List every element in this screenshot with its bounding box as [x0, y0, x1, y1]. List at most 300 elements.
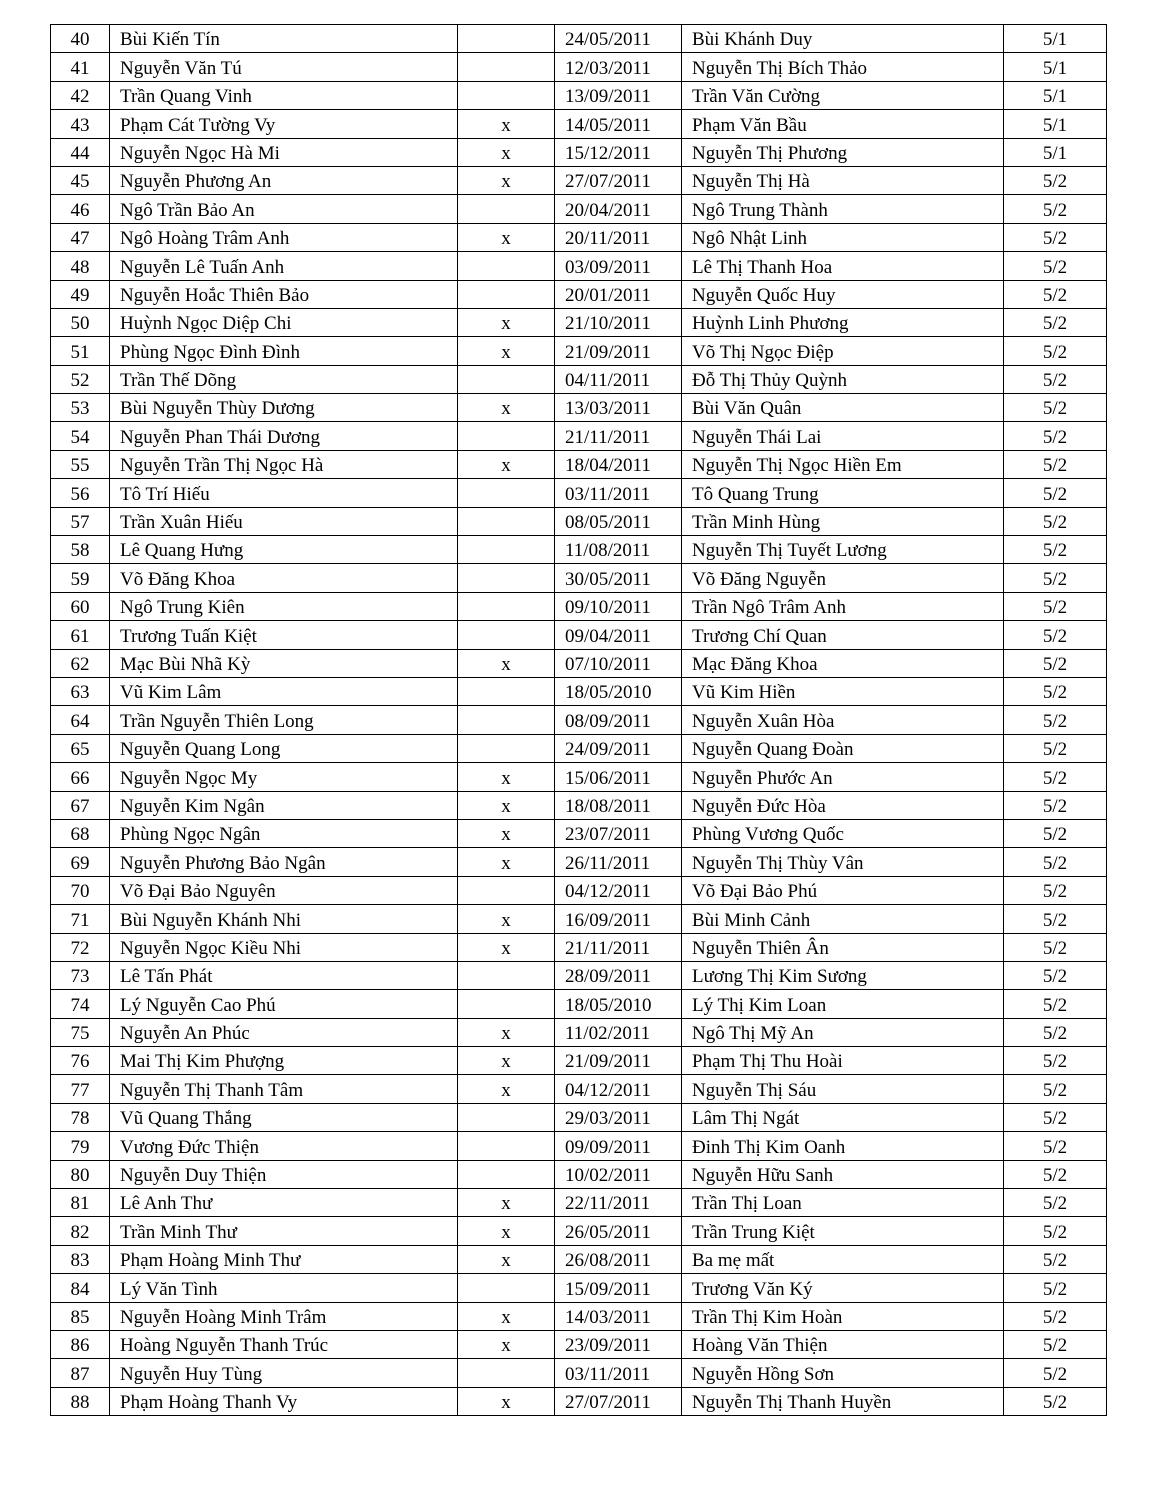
female-mark-cell [458, 138, 555, 166]
female-mark-cell [458, 450, 555, 478]
student-name-cell [110, 166, 458, 194]
date-of-birth-cell [555, 763, 682, 791]
class-name-cell [1004, 450, 1107, 478]
parent-name-cell [682, 337, 1004, 365]
student-name-cell [110, 1018, 458, 1046]
student-name-cell [110, 365, 458, 393]
female-mark-cell [458, 1302, 555, 1330]
class-name-cell [1004, 1217, 1107, 1245]
class-name-cell [1004, 1274, 1107, 1302]
student-name: Nguyễn Phương Bảo Ngân [120, 852, 326, 874]
class-name-cell [1004, 138, 1107, 166]
female-mark: x [501, 455, 511, 477]
parent-name: Nguyễn Thị Ngọc Hiền Em [692, 455, 902, 477]
student-name: Nguyễn Văn Tú [120, 57, 242, 79]
parent-name-cell [682, 848, 1004, 876]
date-of-birth: 27/07/2011 [565, 1392, 651, 1414]
parent-name-cell [682, 763, 1004, 791]
table-row [51, 138, 1107, 166]
row-number-cell [51, 1132, 110, 1160]
parent-name: Nguyễn Thị Thanh Huyền [692, 1392, 892, 1414]
class-name-cell [1004, 365, 1107, 393]
date-of-birth: 03/11/2011 [565, 1363, 651, 1385]
date-of-birth: 03/11/2011 [565, 483, 651, 505]
date-of-birth-cell [555, 1359, 682, 1387]
date-of-birth-cell [555, 1387, 682, 1415]
female-mark-cell [458, 1274, 555, 1302]
parent-name: Nguyễn Thị Phương [692, 142, 848, 164]
female-mark-cell [458, 933, 555, 961]
date-of-birth-cell [555, 706, 682, 734]
class-name-cell [1004, 961, 1107, 989]
female-mark-cell [458, 1359, 555, 1387]
date-of-birth: 08/05/2011 [565, 512, 651, 534]
table-row [51, 1330, 1107, 1358]
female-mark: x [501, 1221, 511, 1243]
table-row [51, 961, 1107, 989]
female-mark-cell [458, 819, 555, 847]
female-mark-cell [458, 53, 555, 81]
student-name: Phùng Ngọc Đình Đình [120, 341, 300, 363]
row-number-cell [51, 1330, 110, 1358]
table-row [51, 252, 1107, 280]
row-number: 43 [70, 114, 90, 136]
female-mark: x [501, 795, 511, 817]
class-name: 5/2 [1042, 909, 1068, 931]
table-row [51, 365, 1107, 393]
student-name: Bùi Nguyễn Thùy Dương [120, 398, 315, 420]
table-row [51, 706, 1107, 734]
student-name: Nguyễn Quang Long [120, 739, 281, 761]
date-of-birth: 29/03/2011 [565, 1108, 651, 1130]
class-name: 5/1 [1042, 57, 1068, 79]
parent-name-cell [682, 1132, 1004, 1160]
row-number: 81 [70, 1193, 90, 1215]
class-name: 5/2 [1042, 171, 1068, 193]
student-name: Ngô Trần Bảo An [120, 199, 255, 221]
parent-name-cell [682, 479, 1004, 507]
student-name: Lê Tấn Phát [120, 966, 213, 988]
student-name: Huỳnh Ngọc Diệp Chi [120, 313, 292, 335]
table-row [51, 1359, 1107, 1387]
date-of-birth: 18/05/2010 [565, 994, 652, 1016]
class-name: 5/2 [1042, 483, 1068, 505]
parent-name-cell [682, 791, 1004, 819]
class-name: 5/2 [1042, 1051, 1068, 1073]
parent-name: Nguyễn Hữu Sanh [692, 1165, 834, 1187]
class-name-cell [1004, 479, 1107, 507]
row-number-cell [51, 25, 110, 53]
class-name: 5/2 [1042, 1250, 1068, 1272]
parent-name: Trần Thị Loan [692, 1193, 802, 1215]
date-of-birth: 09/09/2011 [565, 1136, 651, 1158]
student-name: Trần Minh Thư [120, 1221, 237, 1243]
table-row [51, 166, 1107, 194]
student-name-cell [110, 706, 458, 734]
student-name: Vũ Quang Thắng [120, 1108, 252, 1130]
female-mark-cell [458, 1047, 555, 1075]
table-row [51, 564, 1107, 592]
parent-name: Hoàng Văn Thiện [692, 1335, 828, 1357]
table-row [51, 25, 1107, 53]
date-of-birth: 13/09/2011 [565, 86, 651, 108]
student-name: Võ Đại Bảo Nguyên [120, 881, 276, 903]
class-name-cell [1004, 706, 1107, 734]
student-name-cell [110, 308, 458, 336]
student-name-cell [110, 81, 458, 109]
class-name: 5/2 [1042, 1165, 1068, 1187]
student-name-cell [110, 280, 458, 308]
row-number-cell [51, 990, 110, 1018]
class-name: 5/2 [1042, 852, 1068, 874]
row-number-cell [51, 138, 110, 166]
date-of-birth-cell [555, 1075, 682, 1103]
parent-name: Nguyễn Quang Đoàn [692, 739, 854, 761]
class-name-cell [1004, 337, 1107, 365]
student-name-cell [110, 53, 458, 81]
table-row [51, 791, 1107, 819]
date-of-birth: 21/09/2011 [565, 341, 651, 363]
date-of-birth-cell [555, 223, 682, 251]
parent-name: Nguyễn Thái Lai [692, 426, 822, 448]
student-name-cell [110, 1103, 458, 1131]
class-name: 5/1 [1042, 114, 1068, 136]
class-name-cell [1004, 507, 1107, 535]
row-number-cell [51, 280, 110, 308]
date-of-birth-cell [555, 1047, 682, 1075]
female-mark: x [501, 341, 511, 363]
student-name-cell [110, 990, 458, 1018]
student-name: Ngô Trung Kiên [120, 597, 245, 619]
row-number: 79 [70, 1136, 90, 1158]
date-of-birth-cell [555, 1330, 682, 1358]
parent-name: Nguyễn Thị Bích Thảo [692, 57, 868, 79]
row-number: 64 [70, 710, 90, 732]
female-mark: x [501, 228, 511, 250]
table-row [51, 394, 1107, 422]
table-row [51, 621, 1107, 649]
date-of-birth-cell [555, 252, 682, 280]
date-of-birth: 22/11/2011 [565, 1193, 651, 1215]
class-name-cell [1004, 933, 1107, 961]
row-number-cell [51, 195, 110, 223]
row-number: 87 [70, 1363, 90, 1385]
student-name-cell [110, 25, 458, 53]
parent-name: Bùi Minh Cảnh [692, 909, 811, 931]
date-of-birth: 14/03/2011 [565, 1306, 651, 1328]
female-mark-cell [458, 110, 555, 138]
female-mark: x [501, 1306, 511, 1328]
student-name-cell [110, 1245, 458, 1273]
female-mark: x [501, 313, 511, 335]
row-number-cell [51, 394, 110, 422]
row-number-cell [51, 1217, 110, 1245]
parent-name-cell [682, 223, 1004, 251]
student-name-cell [110, 621, 458, 649]
parent-name: Lý Thị Kim Loan [692, 994, 827, 1016]
date-of-birth: 07/10/2011 [565, 653, 651, 675]
student-name-cell [110, 933, 458, 961]
female-mark: x [501, 767, 511, 789]
table-row [51, 53, 1107, 81]
parent-name-cell [682, 677, 1004, 705]
row-number: 88 [70, 1392, 90, 1414]
row-number-cell [51, 592, 110, 620]
female-mark-cell [458, 166, 555, 194]
class-name: 5/2 [1042, 1079, 1068, 1101]
female-mark-cell [458, 252, 555, 280]
class-name-cell [1004, 1330, 1107, 1358]
class-name-cell [1004, 1189, 1107, 1217]
date-of-birth-cell [555, 848, 682, 876]
parent-name-cell [682, 1217, 1004, 1245]
female-mark: x [501, 653, 511, 675]
row-number-cell [51, 734, 110, 762]
parent-name-cell [682, 706, 1004, 734]
class-name: 5/2 [1042, 1108, 1068, 1130]
date-of-birth-cell [555, 819, 682, 847]
class-name-cell [1004, 621, 1107, 649]
class-name: 5/2 [1042, 1335, 1068, 1357]
female-mark-cell [458, 961, 555, 989]
student-name-cell [110, 1075, 458, 1103]
date-of-birth-cell [555, 507, 682, 535]
row-number: 42 [70, 86, 90, 108]
class-name-cell [1004, 223, 1107, 251]
row-number: 53 [70, 398, 90, 420]
date-of-birth: 18/05/2010 [565, 682, 652, 704]
row-number-cell [51, 1160, 110, 1188]
parent-name-cell [682, 1189, 1004, 1217]
date-of-birth: 26/08/2011 [565, 1250, 651, 1272]
parent-name-cell [682, 1160, 1004, 1188]
table-row [51, 933, 1107, 961]
student-name: Lê Anh Thư [120, 1193, 213, 1215]
table-row [51, 308, 1107, 336]
date-of-birth: 04/12/2011 [565, 881, 651, 903]
row-number-cell [51, 1047, 110, 1075]
date-of-birth-cell [555, 1302, 682, 1330]
parent-name-cell [682, 252, 1004, 280]
student-name: Nguyễn Lê Tuấn Anh [120, 256, 285, 278]
row-number: 84 [70, 1278, 90, 1300]
date-of-birth-cell [555, 536, 682, 564]
student-name-cell [110, 195, 458, 223]
student-name-cell [110, 1217, 458, 1245]
row-number-cell [51, 1075, 110, 1103]
row-number: 63 [70, 682, 90, 704]
parent-name-cell [682, 422, 1004, 450]
date-of-birth: 09/04/2011 [565, 625, 651, 647]
row-number: 45 [70, 171, 90, 193]
female-mark: x [501, 171, 511, 193]
date-of-birth: 10/02/2011 [565, 1165, 651, 1187]
parent-name-cell [682, 81, 1004, 109]
class-name-cell [1004, 1302, 1107, 1330]
row-number: 44 [70, 142, 90, 164]
date-of-birth-cell [555, 791, 682, 819]
student-name: Phạm Hoàng Minh Thư [120, 1250, 301, 1272]
parent-name-cell [682, 564, 1004, 592]
table-row [51, 1132, 1107, 1160]
date-of-birth: 28/09/2011 [565, 966, 651, 988]
date-of-birth-cell [555, 280, 682, 308]
student-name: Trần Thế Dõng [120, 370, 237, 392]
parent-name: Nguyễn Hồng Sơn [692, 1363, 834, 1385]
row-number-cell [51, 450, 110, 478]
date-of-birth-cell [555, 990, 682, 1018]
class-name: 5/2 [1042, 710, 1068, 732]
date-of-birth: 12/03/2011 [565, 57, 651, 79]
class-name-cell [1004, 876, 1107, 904]
parent-name: Trương Chí Quan [692, 625, 827, 647]
female-mark: x [501, 937, 511, 959]
row-number: 83 [70, 1250, 90, 1272]
parent-name-cell [682, 990, 1004, 1018]
student-name: Ngô Hoàng Trâm Anh [120, 228, 290, 250]
table-row [51, 1018, 1107, 1046]
date-of-birth: 26/05/2011 [565, 1221, 651, 1243]
class-name: 5/2 [1042, 1193, 1068, 1215]
table-row [51, 536, 1107, 564]
class-name-cell [1004, 1245, 1107, 1273]
date-of-birth-cell [555, 621, 682, 649]
class-name: 5/1 [1042, 142, 1068, 164]
female-mark-cell [458, 394, 555, 422]
student-name: Lê Quang Hưng [120, 540, 244, 562]
row-number: 72 [70, 937, 90, 959]
student-name-cell [110, 876, 458, 904]
date-of-birth-cell [555, 138, 682, 166]
parent-name: Nguyễn Phước An [692, 767, 833, 789]
student-name: Lý Nguyễn Cao Phú [120, 994, 276, 1016]
class-name: 5/2 [1042, 512, 1068, 534]
row-number: 71 [70, 909, 90, 931]
female-mark: x [501, 1023, 511, 1045]
row-number-cell [51, 677, 110, 705]
female-mark: x [501, 1079, 511, 1101]
class-name: 5/2 [1042, 767, 1068, 789]
parent-name-cell [682, 649, 1004, 677]
parent-name-cell [682, 1274, 1004, 1302]
date-of-birth-cell [555, 1274, 682, 1302]
parent-name: Nguyễn Xuân Hòa [692, 710, 835, 732]
row-number-cell [51, 110, 110, 138]
class-name: 5/2 [1042, 795, 1068, 817]
row-number: 80 [70, 1165, 90, 1187]
row-number-cell [51, 649, 110, 677]
date-of-birth: 15/12/2011 [565, 142, 651, 164]
parent-name-cell [682, 592, 1004, 620]
parent-name-cell [682, 1103, 1004, 1131]
female-mark-cell [458, 564, 555, 592]
parent-name-cell [682, 1018, 1004, 1046]
row-number: 70 [70, 881, 90, 903]
row-number: 74 [70, 994, 90, 1016]
student-name: Nguyễn Hoắc Thiên Bảo [120, 284, 310, 306]
table-row [51, 763, 1107, 791]
row-number-cell [51, 763, 110, 791]
class-name-cell [1004, 280, 1107, 308]
parent-name: Trần Trung Kiệt [692, 1221, 815, 1243]
class-name: 5/2 [1042, 597, 1068, 619]
student-name: Phạm Cát Tường Vy [120, 114, 276, 136]
table-row [51, 110, 1107, 138]
parent-name: Mạc Đăng Khoa [692, 653, 818, 675]
date-of-birth: 27/07/2011 [565, 171, 651, 193]
parent-name: Trần Văn Cường [692, 86, 821, 108]
class-name-cell [1004, 1075, 1107, 1103]
row-number: 59 [70, 568, 90, 590]
parent-name-cell [682, 1387, 1004, 1415]
student-name-cell [110, 1387, 458, 1415]
row-number: 48 [70, 256, 90, 278]
row-number-cell [51, 1359, 110, 1387]
student-name-cell [110, 422, 458, 450]
date-of-birth-cell [555, 1132, 682, 1160]
student-name: Trương Tuấn Kiệt [120, 625, 257, 647]
row-number-cell [51, 1189, 110, 1217]
date-of-birth-cell [555, 365, 682, 393]
class-name: 5/2 [1042, 1221, 1068, 1243]
date-of-birth: 20/04/2011 [565, 199, 651, 221]
female-mark-cell [458, 734, 555, 762]
row-number: 47 [70, 228, 90, 250]
date-of-birth: 20/11/2011 [565, 228, 651, 250]
class-name: 5/2 [1042, 426, 1068, 448]
student-name: Vũ Kim Lâm [120, 682, 222, 704]
class-name-cell [1004, 166, 1107, 194]
row-number: 61 [70, 625, 90, 647]
parent-name: Ngô Thị Mỹ An [692, 1023, 814, 1045]
row-number: 60 [70, 597, 90, 619]
date-of-birth: 15/06/2011 [565, 767, 651, 789]
student-name: Mạc Bùi Nhã Kỳ [120, 653, 251, 675]
student-name: Mai Thị Kim Phượng [120, 1051, 285, 1073]
date-of-birth: 18/08/2011 [565, 795, 651, 817]
date-of-birth: 11/02/2011 [565, 1023, 651, 1045]
student-name-cell [110, 138, 458, 166]
class-name: 5/2 [1042, 1278, 1068, 1300]
date-of-birth: 09/10/2011 [565, 597, 651, 619]
parent-name-cell [682, 25, 1004, 53]
date-of-birth: 14/05/2011 [565, 114, 651, 136]
row-number: 65 [70, 739, 90, 761]
class-name: 5/1 [1042, 86, 1068, 108]
row-number-cell [51, 621, 110, 649]
row-number-cell [51, 1387, 110, 1415]
date-of-birth-cell [555, 1245, 682, 1273]
row-number-cell [51, 81, 110, 109]
parent-name-cell [682, 1075, 1004, 1103]
female-mark-cell [458, 422, 555, 450]
row-number: 68 [70, 824, 90, 846]
student-name: Bùi Kiến Tín [120, 29, 220, 51]
student-name: Nguyễn Kim Ngân [120, 795, 265, 817]
date-of-birth-cell [555, 110, 682, 138]
student-name-cell [110, 479, 458, 507]
class-name: 5/2 [1042, 568, 1068, 590]
student-name: Trần Quang Vinh [120, 86, 252, 108]
parent-name: Trần Thị Kim Hoàn [692, 1306, 843, 1328]
female-mark-cell [458, 905, 555, 933]
row-number: 86 [70, 1335, 90, 1357]
parent-name-cell [682, 365, 1004, 393]
table-row [51, 848, 1107, 876]
student-name-cell [110, 252, 458, 280]
parent-name: Trần Ngô Trâm Anh [692, 597, 846, 619]
female-mark-cell [458, 1245, 555, 1273]
